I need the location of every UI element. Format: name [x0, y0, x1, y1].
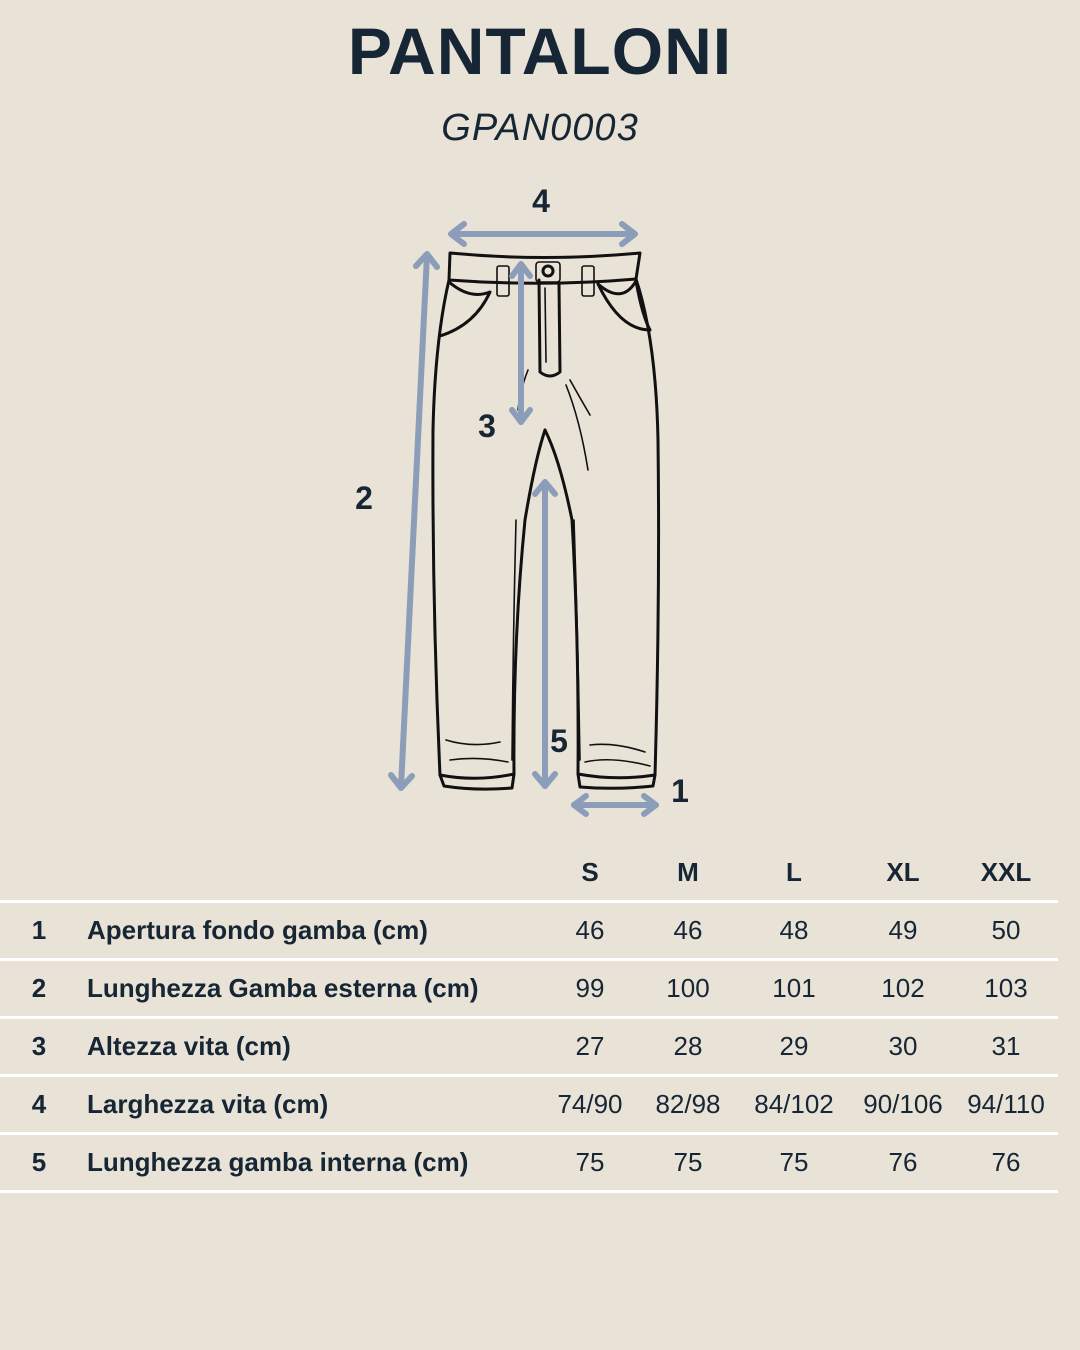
- cell-value: 75: [673, 1147, 703, 1177]
- size-header-xl: XL: [886, 857, 920, 887]
- row-index: 5: [31, 1147, 47, 1177]
- row-index: 1: [31, 915, 47, 945]
- cell-value: 102: [881, 973, 925, 1003]
- product-code: GPAN0003: [441, 107, 639, 149]
- row-index: 3: [31, 1031, 47, 1061]
- cell-value: 46: [575, 915, 605, 945]
- measure-label-4: 4: [532, 183, 550, 219]
- table-row: [0, 1016, 1058, 1074]
- cell-value: 46: [673, 915, 703, 945]
- row-label: Altezza vita (cm): [87, 1031, 291, 1061]
- cell-value: 101: [772, 973, 816, 1003]
- row-index: 4: [31, 1089, 47, 1119]
- arrow-rise: [512, 264, 530, 422]
- arrow-waist-width: [451, 224, 635, 244]
- measure-label-5: 5: [550, 723, 568, 759]
- table-row: [0, 958, 1058, 1016]
- cell-value: 29: [779, 1031, 809, 1061]
- row-label: Larghezza vita (cm): [87, 1089, 329, 1119]
- cell-value: 75: [575, 1147, 605, 1177]
- cell-value: 76: [888, 1147, 918, 1177]
- table-row: [0, 1074, 1058, 1132]
- pants-diagram: [0, 170, 1080, 830]
- cell-value: 74/90: [557, 1089, 623, 1119]
- size-table: [0, 845, 1080, 1193]
- cell-value: 90/106: [863, 1089, 943, 1119]
- arrow-leg-opening: [574, 796, 656, 814]
- cell-value: 75: [779, 1147, 809, 1177]
- cell-value: 82/98: [655, 1089, 721, 1119]
- row-label: Lunghezza gamba interna (cm): [87, 1147, 469, 1177]
- cell-value: 48: [779, 915, 809, 945]
- cell-value: 100: [666, 973, 710, 1003]
- size-header-l: L: [786, 857, 802, 887]
- cell-value: 76: [991, 1147, 1021, 1177]
- cell-value: 99: [575, 973, 605, 1003]
- measure-label-1: 1: [671, 773, 689, 809]
- cell-value: 94/110: [967, 1089, 1045, 1119]
- row-label: Lunghezza Gamba esterna (cm): [87, 973, 479, 1003]
- cell-value: 28: [673, 1031, 703, 1061]
- row-index: 2: [31, 973, 47, 1003]
- cell-value: 31: [991, 1031, 1021, 1061]
- measure-label-2: 2: [355, 480, 373, 516]
- cell-value: 30: [888, 1031, 918, 1061]
- row-label: Apertura fondo gamba (cm): [87, 915, 428, 945]
- cell-value: 103: [984, 973, 1028, 1003]
- cell-value: 27: [575, 1031, 605, 1061]
- cell-value: 50: [991, 915, 1021, 945]
- cell-value: 84/102: [754, 1089, 834, 1119]
- table-row: [0, 900, 1058, 958]
- size-header-xxl: XXL: [980, 857, 1032, 887]
- arrow-outseam: [391, 254, 437, 788]
- table-row: [0, 1132, 1058, 1193]
- size-header-m: M: [677, 857, 699, 887]
- size-header-row: [0, 845, 1080, 900]
- measure-label-3: 3: [478, 408, 496, 444]
- size-header-s: S: [581, 857, 599, 887]
- page-title: PANTALONI: [347, 14, 733, 88]
- cell-value: 49: [888, 915, 918, 945]
